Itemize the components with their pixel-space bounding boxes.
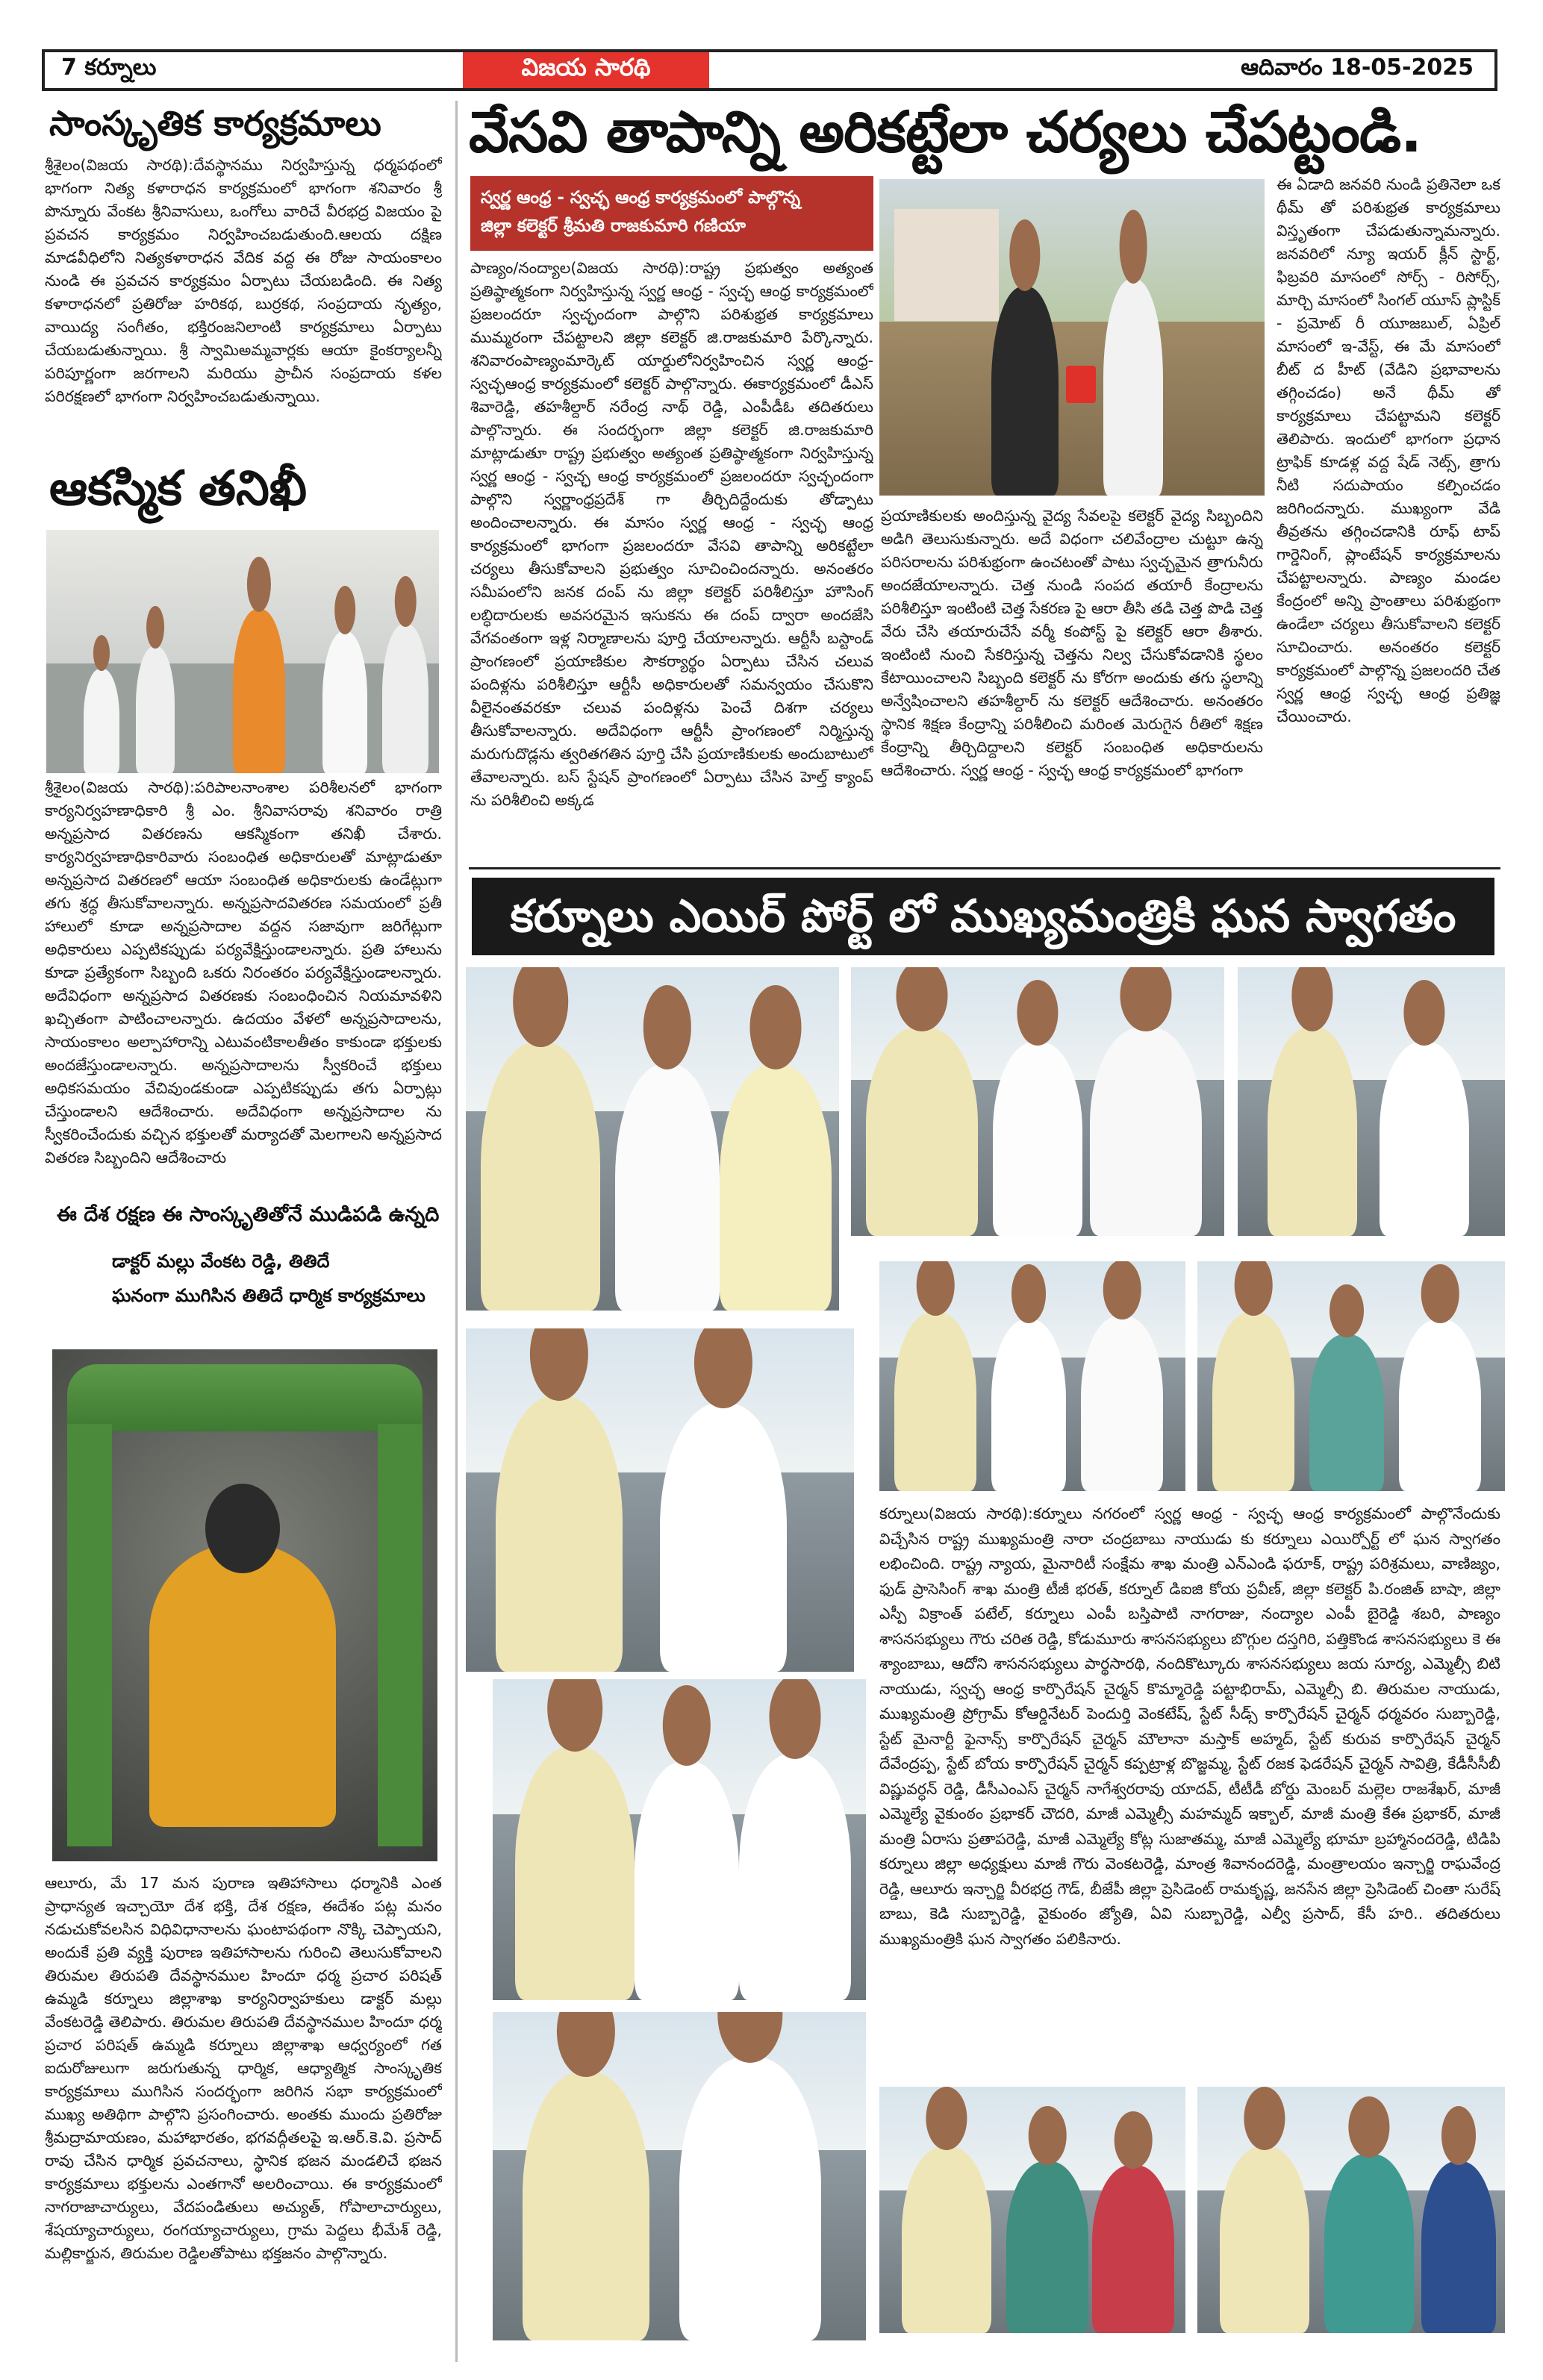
person-figure bbox=[993, 1042, 1082, 1236]
photo-cm-greeting-6 bbox=[1197, 1261, 1505, 1491]
dharmic-sub-2: ఘనంగా ముగిసిన తితిదే ధార్మిక కార్యక్రమాలు bbox=[112, 1285, 426, 1306]
section-rule bbox=[469, 867, 1500, 869]
person-figure bbox=[1220, 2146, 1309, 2333]
person-figure bbox=[136, 646, 175, 773]
photo-cm-greeting-4 bbox=[466, 1328, 854, 1672]
person-figure bbox=[382, 624, 428, 773]
person-figure bbox=[660, 1403, 787, 1672]
page-number: 7 కర్నూలు bbox=[61, 54, 157, 81]
person-figure bbox=[481, 1042, 600, 1311]
airport-body: కర్నూలు(విజయ సారథి):కర్నూలు నగరంలో స్వర్ణ ఆంధ్ర - స్వచ్ఛ ఆంధ్ర కార్యక్రమంలో పాల్గొనేందుకు విచ్చేసిన రాష్ట్ర ముఖ్యమంత్రి నారా చంద్రబాబు నాయుడు కు కర్నూలు ఎయిర్పోర్ట్ లో ఘన స్వాగతం లభించింది. రాష్ట్ర న్యాయ, మైనారిటీ సంక్షేమ శాఖ మంత్రి ఎన్ఎండి ఫరూక్, రాష్ట్ర పరిశ్రమలు, వాణిజ్యం, ఫుడ్ ప్రాసెసింగ్ శాఖ మంత్రి టీజీ భరత్, కర్నూల్ డిఐజి కోయ ప్రవీణ్, జిల్లా కలెక్టర్ పి.రంజిత్ బాషా, జిల్లా ఎస్పీ విక్రాంత్ పటేల్, కర్నూలు ఎంపీ బస్తిపాటి నాగరాజు, నంద్యాల ఎంపీ బైరెడ్డి శబరి, పాణ్యం శాసనసభ్యులు గౌరు చరిత రెడ్డి, కోడుమూరు శాసనసభ్యులు బొగ్గుల దస్తగిరి, పత్తికొండ శాసనసభ్యులు కె ఈ శ్యాంబాబు, ఆదోని శాసనసభ్యులు పార్థసారథి, నందికొట్కూరు శాసనసభ్యులు జయ సూర్య, ఎమ్మెల్సీ బిటి నాయుడు, స్వచ్ఛ ఆంధ్ర కార్పొరేషన్ చైర్మన్ కొమ్మారెడ్డి పట్టాభిరామ్, ఎమ్మెల్సీ బి. తిరుమల నాయుడు, ముఖ్యమంత్రి ప్రోగ్రామ్ కోఆర్డినేటర్ పెందుర్తి వెంకటేష్, స్టేట్ సీడ్స్ కార్పొరేషన్ చైర్మన్ ధర్మవరం సుబ్బారెడ్డి, స్టేట్ మైనార్టీ ఫైనాన్స్ కార్పొరేషన్ చైర్మన్ మౌలానా మస్తాక్ అహ్మద్, స్టేట్ కురువ కార్పొరేషన్ చైర్మన్ దేవేంద్రప్ప, స్టేట్ బోయ కార్పొరేషన్ చైర్మన్ కప్పట్రాళ్ల బొజ్జమ్మ, స్టేట్ రజక ఫెడరేషన్ చైర్మన్ సావిత్రి, కేడీసీసీబీ విష్ణువర్ధన్ రెడ్డి, డీసీఎంఎస్ చైర్మన్ నాగేశ్వరరావు యాదవ్, టీటీడీ బోర్డు మెంబర్ మల్లెల రాజశేఖర్, మాజీ ఎమ్మెల్యే వైకుంఠం ప్రభాకర్ చౌదరి, మాజీ ఎమ్మెల్సీ మహమ్మద్ ఇక్బాల్, మాజీ మంత్రి కేఈ ప్రభాకర్, మాజీ మంత్రి ఏరాసు ప్రతాపరెడ్డి, మాజీ ఎమ్మెల్యే కోట్ల సుజాతమ్మ, మాజీ ఎమ్మెల్యే భూమా బ్రహ్మానందరెడ్డి, టిడిపి కర్నూలు జిల్లా అధ్యక్షులు మాజీ గౌరు వెంకటరెడ్డి, మాంత్ర శివానందరెడ్డి, మంత్రాలయం ఇన్చార్జి రాఘవేంద్ర రెడ్డి, ఆలూరు ఇన్చార్జి వీరభద్ర గౌడ్, బీజేపీ జిల్లా ప్రెసిడెంట్ రామకృష్ణ, జనసేన జిల్లా ప్రెసిడెంట్ చింతా సురేష్ బాబు, కెడి సుబ్బారెడ్డి, వైకుంఠం జ్యోతి, ఏవి సుబ్బారెడ్డి, ఎల్వీ ప్రసాద్, కేసీ హరి.. తదితరులు ముఖ్యమంత్రికి ఘన స్వాగతం పలికినారు. bbox=[879, 1505, 1500, 1948]
person-figure bbox=[523, 2072, 649, 2340]
tagline-line-1: స్వర్ణ ఆంధ్ర - స్వచ్ఛ ఆంధ్ర కార్యక్రమంలో పాల్గొన్న bbox=[481, 188, 800, 207]
heatwave-body-mid: ప్రయాణికులకు అందిస్తున్న వైద్య సేవలపై కలెక్టర్ వైద్య సిబ్బందిని అడిగి తెలుసుకున్నారు. అదే విధంగా చలివేంద్రాల చుట్టూ ఉన్న పరిసరాలను పరిశుభ్రంగా ఉంచటంతో పాటు స్వచ్ఛమైన త్రాగునీరు అందజేయాలన్నారు. చెత్త నుండి సంపద తయారీ కేంద్రాలను పరిశీలిస్తూ ఇంటింటి చెత్త సేకరణ పై ఆరా తీసి తడి చెత్త పొడి చెత్త వేరు చేసి తయారుచేసే వర్మీ కంపోస్ట్ పై కలెక్టర్ ఆరా తీశారు. ఇంటింటి నుంచి సేకరిస్తున్న చెత్తను నిల్వ చేసుకోవడానికి స్థలం కేటాయించాలని సిబ్బంది కలెక్టర్ ను కోరగా అందుకు తగు స్థలాన్ని అన్వేషించాలని తహశీల్దార్ ను కలెక్టర్ ఆదేశించారు. అనంతరం స్థానిక శిక్షణ కేంద్రాన్ని పరిశీలించి మరింత మెరుగైన రీతిలో శిక్షణ కేంద్రాన్ని తీర్చిదిద్దాలని కలెక్టర్ సంబంధిత అధికారులను ఆదేశించారు. స్వర్ణ ఆంధ్ర - స్వచ్ఛ ఆంధ్ర కార్యక్రమంలో భాగంగా bbox=[881, 507, 1263, 779]
person-figure bbox=[1380, 1042, 1469, 1236]
person-figure bbox=[894, 1312, 976, 1491]
person-figure bbox=[991, 1319, 1066, 1491]
photo-deity bbox=[52, 1349, 437, 1861]
person-figure bbox=[1090, 1027, 1202, 1236]
person-figure bbox=[1268, 1027, 1357, 1236]
inspection-body: శ్రీశైలం(విజయ సారథి):పరిపాలనాంశాల పరిశీలనలో భాగంగా కార్యనిర్వహణాధికారి శ్రీ ఎం. శ్రీనివాసరావు శనివారం రాత్రి అన్నప్రసాద వితరణను ఆకస్మికంగా తనిఖీ చేశారు. కార్యనిర్వహణాధికారివారు సంబంధిత అధికారులతో మాట్లాడుతూ అన్నప్రసాద వితరణలో ఆయా సంబంధిత అధికారులకు ఉండేట్లుగా తగు శ్రద్ధ తీసుకోవాలన్నారు. అన్నప్రసాదవితరణ సమయంలో ప్రతీ హాలులో కూడా అన్నప్రసాదాల వద్దన సజావుగా జరిగేట్లుగా అధికారులు ఎప్పటికప్పుడు పర్యవేక్షిస్తుండాలన్నారు. ప్రతి హాలును కూడా ప్రత్యేకంగా సిబ్బంది ఒకరు నిరంతరం పర్యవేక్షిస్తుండాలన్నారు. అదేవిధంగా అన్నప్రసాద వితరణకు సంబంధించిన నియమావళిని ఖచ్చితంగా పాటించాలన్నారు. ఉదయం వేళలో అన్నప్రసాదాలను, సాయంకాలం అల్పాహారాన్ని ఎటువంటికాలతీతం కాకుండా భక్తులకు అందజేస్తుండాలన్నారు. అన్నప్రసాదాలను స్వీకరించే భక్తులు అధికసమయం వేచివుండకుండా ఎప్పటికప్పుడు తగు ఏర్పాట్లు చేస్తుండాలని ఆదేశించారు. అదేవిధంగా అన్నప్రసాదాల ను స్వీకరించేందుకు వచ్చిన భక్తులతో మర్యాదతో మెలగాలని అన్నప్రసాద వితరణ సిబ్బందిని ఆదేశించారు bbox=[45, 778, 442, 1166]
dharmic-body: ఆలూరు, మే 17 మన పురాణ ఇతిహాసాలు ధర్మానికి ఎంత ప్రాధాన్యత ఇచ్చాయో దేశ భక్తి, దేశ రక్షణ, ఈదేశం పట్ల మనం నడుచుకోవలసిన విధివిధానాలను ఘంటాపథంగా నొక్కి చెప్పాయని, అందుకే ప్రతి వ్యక్తి పురాణ ఇతిహాసాలను గురించి తెలుసుకోవాలని తిరుమల తిరుపతి దేవస్థానముల హిందూ ధర్మ ప్రచార పరిషత్ ఉమ్మడి కర్నూలు జిల్లాశాఖ కార్యనిర్వాహకులు డాక్టర్ మల్లు వేంకటరెడ్డి తెలిపారు. తిరుమల తిరుపతి దేవస్థానముల హిందూ ధర్మ ప్రచార పరిషత్ ఉమ్మడి కర్నూలు జిల్లాశాఖ ఆధ్వర్యంలో గత ఐదురోజులుగా జరుగుతున్న ధార్మిక, ఆధ్యాత్మిక సాంస్కృతిక కార్యక్రమాలు ముగిసిన సందర్భంగా జరిగిన సభా కార్యక్రమంలో ముఖ్య అతిథిగా పాల్గొని ప్రసంగించారు. అంతకు ముందు ప్రతిరోజు శ్రీమద్రామాయణం, మహాభారతం, భగవద్గీతలపై ఇ.ఆర్.కె.వి. ప్రసాద్ రావు చేసిన ధార్మిక ప్రవచనాలు, స్థానిక భజన మండలిచే భజన కార్యక్రమాలు భక్తులను ఎంతగానో అలరించాయి. ఈ కార్యక్రమంలో నాగరాజాచార్యులు, వేదపండితులు అచ్యుత్, గోపాలాచార్యులు, శేషయ్యాచార్యులు, రంగయ్యాచార్యులు, గ్రామ పెద్దలు భీమేశ్ రెడ్డి, మల్లికార్జున, తిరుమల రెడ్డిలతోపాటు భక్తజనం పాల్గొన్నారు. bbox=[45, 1874, 442, 2262]
photo-collector-cleanup bbox=[879, 179, 1265, 496]
photo-cm-greeting-2 bbox=[851, 967, 1224, 1236]
person-figure bbox=[739, 1754, 851, 2000]
photo-cm-greeting-10 bbox=[1197, 2087, 1505, 2333]
heatwave-body-left: పాణ్యం/నంద్యాల(విజయ సారథి):రాష్ట్ర ప్రభుత్వం అత్యంత ప్రతిష్ఠాత్మకంగా నిర్వహిస్తున్న స్వర్ణ ఆంధ్ర - స్వచ్ఛ ఆంధ్ర కార్యక్రమంలో ప్రజలందరూ స్వచ్ఛందంగా పాల్గొని పరిశుభ్రత కార్యక్రమాలు ముమ్మరంగా చేపట్టాలని జిల్లా కలెక్టర్ జి.రాజకుమారి పేర్కొన్నారు. శనివారంపాణ్యంమార్కెట్ యార్డులోనిర్వహించిన స్వర్ణ ఆంధ్ర-స్వచ్ఛఆంధ్ర కార్యక్రమంలో కలెక్టర్ పాల్గొన్నారు. ఈకార్యక్రమంలో డీఎస్ శివారెడ్డి, తహశీల్దార్ నరేంద్ర నాథ్ రెడ్డి, ఎంపీడీఓ తదితరులు పాల్గొన్నారు. ఈ సందర్భంగా జిల్లా కలెక్టర్ జి.రాజకుమారి మాట్లాడుతూ రాష్ట్ర ప్రభుత్వం అత్యంత ప్రతిష్ఠాత్మకంగా నిర్వహిస్తున్న స్వర్ణ ఆంధ్ర - స్వచ్ఛ ఆంధ్ర కార్యక్రమంలో ప్రజలందరూ స్వచ్ఛందంగా పాల్గొని స్వర్ణాంధ్రప్రదేశ్ గా తీర్చిదిద్దేందుకు తోడ్పాటు అందించాలన్నారు. ఈ మాసం స్వర్ణ ఆంధ్ర - స్వచ్ఛ ఆంధ్ర కార్యక్రమంలో భాగంగా ప్రజలందరూ వేసవి తాపాన్ని అరికట్టేలా చర్యలు తీసుకోవాలని ప్రభుత్వం సూచించిందన్నారు. అనంతరం సమీపంలోని జనక దంప్ ను జిల్లా కలెక్టర్ పరిశీలిస్తూ హౌసింగ్ లబ్ధిదారులకు అవసరమైన ఇసుకను ఈ దంప్ ద్వారా అందజేసి వేగవంతంగా ఇళ్ల నిర్మాణాలను పూర్తి చేయాలన్నారు. ఆర్టీసీ బస్టాండ్ ప్రాంగణంలో ప్రయాణికుల సౌకర్యార్థం ఏర్పాటు చేసిన చలువ పందిళ్లను పరిశీలిస్తూ ఆర్టీసీ అధికారులతో సమన్వయం చేసుకొని వీలైనంతవరకూ చలువ పందిళ్లను పెంచే దిశగా చర్యలు తీసుకోవాలన్నారు. అదేవిధంగా ఆర్టీసీ ప్రాంగణంలో నిర్మిస్తున్న మరుగుదొడ్లను త్వరితగతిన పూర్తి చేసి ప్రయాణికులకు అందుబాటులో తేవాలన్నారు. బస్ స్టేషన్ ప్రాంగణంలో ఏర్పాటు చేసిన హెల్త్ క్యాంప్ ను పరిశీలించి అక్కడ bbox=[470, 259, 873, 809]
person-figure bbox=[1212, 1312, 1294, 1491]
heatwave-headline: వేసవి తాపాన్ని అరికట్టేలా చర్యలు చేపట్టండి. bbox=[469, 99, 1421, 165]
issue-date: ఆదివారం 18-05-2025 bbox=[1241, 54, 1474, 81]
person-figure bbox=[1324, 2154, 1414, 2333]
page-header bbox=[42, 49, 1497, 91]
cultural-body: శ్రీశైలం(విజయ సారథి):దేవస్థానము నిర్వహిస్తున్న ధర్మపథంలో భాగంగా నిత్య కళారాధన కార్యక్రమంలో భాగంగా శనివారం శ్రీ పొన్నూరు వేంకట శ్రీనివాసులు, ఒంగోలు వారిచే వీరభద్ర విజయం పై ప్రవచన కార్యక్రమం నిర్వహించబడుతుంది.ఆలయ దక్షిణ మాడవీధిలోని నిత్యకళారాధన వేదిక వద్ద ఈ రోజు సాయంకాలం నుండి ఈ ప్రవచన కార్యక్రమం ఏర్పాటు చేయబడింది. ఈ నిత్య కళారాధనలో ప్రతిరోజు హరికథ, బుర్రకథ, సంప్రదాయ నృత్యం, వాయిద్య సంగీతం, భక్తిరంజనిలాంటి కార్యక్రమాలు ఏర్పాటు చేయబడుతున్నాయి. శ్రీ స్వామిఅమ్మవార్లకు ఆయా కైంకర్యాలన్నీ పరిపూర్ణంగా జరగాలని మరియు ప్రాచీన సంప్రదాయ కళల పరిరక్షణలో భాగంగా నిర్వహించబడుతున్నాయి. bbox=[45, 156, 442, 405]
photo-cm-greeting-7 bbox=[493, 1679, 866, 2000]
person-figure bbox=[635, 1761, 739, 2000]
inspection-headline: ఆకస్మిక తనిఖీ bbox=[49, 461, 308, 516]
person-figure bbox=[720, 1064, 832, 1311]
person-figure bbox=[322, 631, 367, 773]
tagline-line-2: జిల్లా కలెక్టర్ శ్రీమతి రాజకుమారి గణియా bbox=[481, 216, 746, 236]
heatwave-tagline bbox=[470, 176, 873, 251]
person-figure bbox=[1309, 1334, 1384, 1491]
person-figure bbox=[866, 1027, 978, 1236]
person-figure bbox=[1103, 279, 1163, 496]
person-figure bbox=[515, 1746, 635, 2000]
person-figure bbox=[496, 1396, 623, 1672]
person-figure bbox=[84, 669, 119, 773]
photo-cm-greeting-1 bbox=[466, 967, 839, 1311]
photo-cm-greeting-9 bbox=[879, 2087, 1185, 2333]
dharmic-headline: ఈ దేశ రక్షణ ఈ సాంస్కృతితోనే ముడిపడి ఉన్నది bbox=[57, 1203, 440, 1226]
person-figure bbox=[1081, 1316, 1163, 1491]
person-figure bbox=[615, 1064, 720, 1311]
person-figure bbox=[1399, 1319, 1481, 1491]
person-figure bbox=[1092, 2165, 1174, 2333]
person-figure bbox=[902, 2146, 991, 2333]
person-figure bbox=[1006, 2161, 1088, 2333]
airport-headline: కర్నూలు ఎయిర్ పోర్ట్ లో ముఖ్యమంత్రికి ఘన స్వాగతం bbox=[472, 878, 1494, 955]
person-figure bbox=[679, 2057, 821, 2340]
photo-cm-greeting-5 bbox=[879, 1261, 1185, 1491]
person-figure bbox=[1421, 2161, 1496, 2333]
cultural-headline: సాంస్కృతిక కార్యక్రమాలు bbox=[49, 103, 381, 143]
photo-cm-greeting-8 bbox=[493, 2012, 866, 2340]
photo-cm-greeting-3 bbox=[1238, 967, 1505, 1236]
column-rule bbox=[455, 101, 458, 2362]
person-figure bbox=[233, 609, 285, 773]
masthead: విజయ సారథి bbox=[463, 52, 709, 88]
heatwave-body-right: ఈ ఏడాది జనవరి నుండి ప్రతినెలా ఒక థీమ్ తో పరిశుభ్రత కార్యక్రమాలు విస్తృతంగా చేపడుతున్నామన్నారు. జనవరిలో న్యూ ఇయర్ క్లీన్ స్టార్ట్, ఫిబ్రవరి మాసంలో సోర్స్ - రిసోర్స్, మార్చి మాసంలో సింగల్ యూస్ ప్లాస్టిక్ - ప్రమోట్ రీ యూజబుల్, ఏప్రిల్ మాసంలో ఇ-వేస్ట్, ఈ మే మాసంలో బీట్ ద హీట్ (వేడిని ప్రభావాలను తగ్గించడం) అనే థీమ్ తో కార్యక్రమాలు చేపట్టామని కలెక్టర్ తెలిపారు. ఇందులో భాగంగా ప్రధాన ట్రాఫిక్ కూడళ్ల వద్ద షేడ్ నెట్స్, త్రాగు నీటి సదుపాయం కల్పించడం జరిగిందన్నారు. ముఖ్యంగా వేడి తీవ్రతను తగ్గించడానికి రూఫ్ టాప్ గార్డెనింగ్, ప్లాంటేషన్ కార్యక్రమాలను చేపట్టాలన్నారు. పాణ్యం మండల కేంద్రంలో అన్ని ప్రాంతాలు పరిశుభ్రంగా ఉండేలా చర్యలు తీసుకోవాలని కలెక్టర్ సూచించారు. అనంతరం కలెక్టర్ కార్యక్రమంలో పాల్గొన్న ప్రజలందరి చేత స్వర్ణ ఆంధ్ర స్వచ్ఛ ఆంధ్ర ప్రతిజ్ఞ చేయించారు. bbox=[1277, 175, 1500, 725]
photo-inspection bbox=[46, 530, 439, 773]
dharmic-sub-1: డాక్టర్ మల్లు వేంకట రెడ్డి, తితిదే bbox=[112, 1251, 330, 1272]
person-figure bbox=[991, 287, 1059, 496]
